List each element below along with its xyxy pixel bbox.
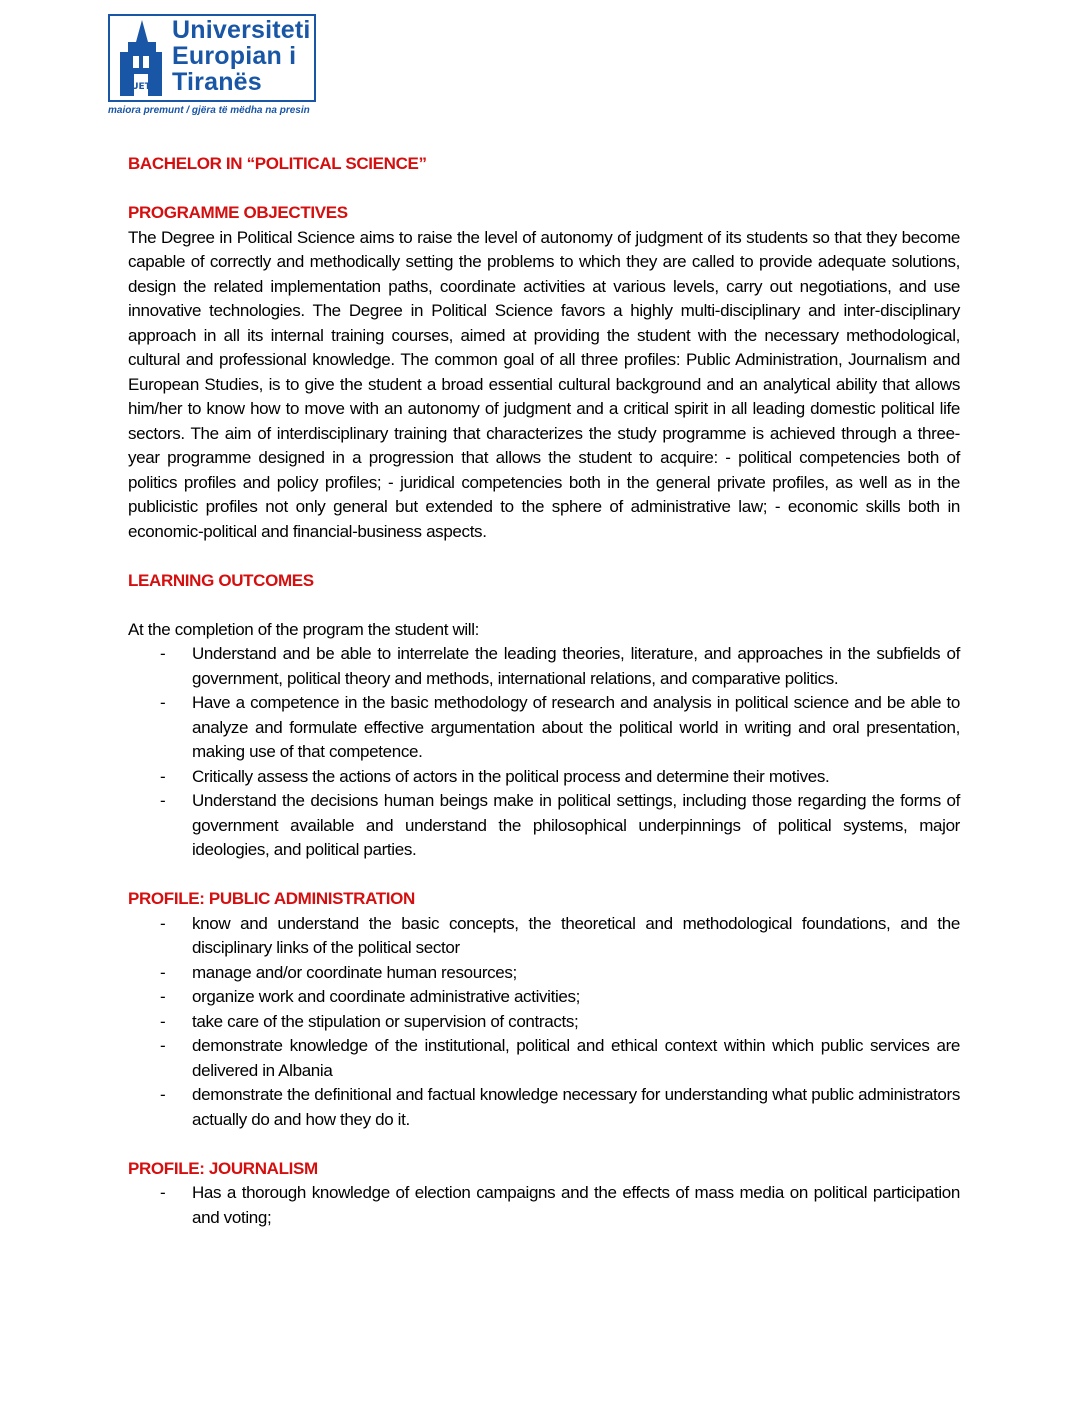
- logo-line-2: Europian i: [172, 42, 297, 70]
- list-item: [128, 1083, 960, 1132]
- document-title: BACHELOR IN “POLITICAL SCIENCE”: [128, 154, 427, 173]
- list-item: [128, 642, 960, 691]
- logo-line-1: Universiteti: [172, 16, 311, 44]
- list-item-text: know and understand the basic concepts, the theoretical and methodological foundations, and the disciplinary links of the political sector: [192, 913, 960, 957]
- public-admin-list: [128, 912, 960, 1133]
- list-item-text: Has a thorough knowledge of election campaigns and the effects of mass media on political participation and voting;: [192, 1183, 960, 1227]
- list-item-text: demonstrate knowledge of the institutional, political and ethical context within which public services are delivered in Albania: [192, 1036, 960, 1080]
- list-item: [128, 789, 960, 863]
- list-item: [128, 912, 960, 961]
- svg-text:UET: UET: [131, 82, 151, 92]
- dash-bullet: -: [160, 962, 166, 982]
- list-item-text: take care of the stipulation or supervision of contracts;: [192, 1011, 579, 1031]
- list-item: [128, 1034, 960, 1083]
- dash-bullet: -: [160, 693, 166, 712]
- list-item-text: organize work and coordinate administrative activities;: [192, 987, 581, 1006]
- logo-motto: maiora premunt / gjëra të mëdha na presin: [108, 105, 310, 116]
- journalism-heading: PROFILE: JOURNALISM: [128, 1158, 318, 1178]
- outcomes-intro: At the completion of the program the student will:: [128, 619, 480, 639]
- objectives-heading: PROGRAMME OBJECTIVES: [128, 203, 348, 222]
- list-item: [128, 691, 960, 765]
- logo-wordmark: [172, 17, 311, 95]
- dash-bullet: -: [160, 791, 166, 810]
- list-item-text: Have a competence in the basic methodology of research and analysis in political science and be able to analyze and formulate effective argumentation about the political world in writing and oral presentation, making use of that competence.: [192, 693, 960, 761]
- outcomes-list: [128, 642, 960, 863]
- list-item: [128, 765, 960, 790]
- dash-bullet: -: [160, 913, 166, 933]
- list-item-text: Understand the decisions human beings make in political settings, including those regarding the forms of government available and understand the philosophical underpinnings of political systems, major ideologies, and political parties.: [192, 791, 960, 859]
- list-item-text: Critically assess the actions of actors in the political process and determine their motives.: [192, 766, 830, 786]
- building-emblem-icon: [114, 18, 168, 98]
- objectives-paragraph: The Degree in Political Science aims to raise the level of autonomy of judgment of its students so that they become capable of correctly and methodically setting the problems to which they are called to provide adequate solutions, design the related implementation paths, coordinate activities at various levels, carry out negotiations, and use innovative technologies. The Degree in Political Science favors a highly multi-disciplinary and inter-disciplinary approach in all its internal training courses, aimed at providing the student with the necessary methodological, cultural and professional knowledge. The common goal of all three profiles: Public Administration, Journalism and European Studies, is to give the student a broad essential cultural background and an analytical ability that allows him/her to know how to move with an autonomy of judgment and a critical spirit in all leading domestic political life sectors. The aim of interdisciplinary training that characterizes the study programme is achieved through a three-year programme designed in a progression that allows the student to acquire: - political competencies both of politics profiles and policy profiles; - juridical competencies both in the general private profiles, as well as in the publicistic profiles not only general but extended to the sphere of administrative law; - economic skills both in economic-political and financial-business aspects.: [128, 227, 960, 541]
- dash-bullet: -: [160, 766, 166, 786]
- dash-bullet: -: [160, 987, 166, 1006]
- list-item: [128, 1181, 960, 1230]
- journalism-list: [128, 1181, 960, 1230]
- list-item: [128, 961, 960, 986]
- list-item-text: demonstrate the definitional and factual knowledge necessary for understanding what public administrators actually do and how they do it.: [192, 1085, 960, 1129]
- university-logo: [108, 14, 320, 120]
- logo-line-3: Tiranës: [172, 68, 262, 96]
- dash-bullet: -: [160, 1085, 166, 1104]
- public-admin-heading: PROFILE: PUBLIC ADMINISTRATION: [128, 889, 415, 908]
- dash-bullet: -: [160, 1036, 166, 1055]
- list-item-text: Understand and be able to interrelate the leading theories, literature, and approaches in the subfields of government, political theory and methods, international relations, and comparative politics.: [192, 644, 960, 688]
- list-item-text: manage and/or coordinate human resources;: [192, 962, 517, 982]
- outcomes-heading: LEARNING OUTCOMES: [128, 570, 314, 590]
- list-item: [128, 1010, 960, 1035]
- list-item: [128, 985, 960, 1010]
- dash-bullet: -: [160, 644, 166, 663]
- dash-bullet: -: [160, 1183, 166, 1202]
- document-body: [128, 152, 960, 1230]
- dash-bullet: -: [160, 1011, 166, 1031]
